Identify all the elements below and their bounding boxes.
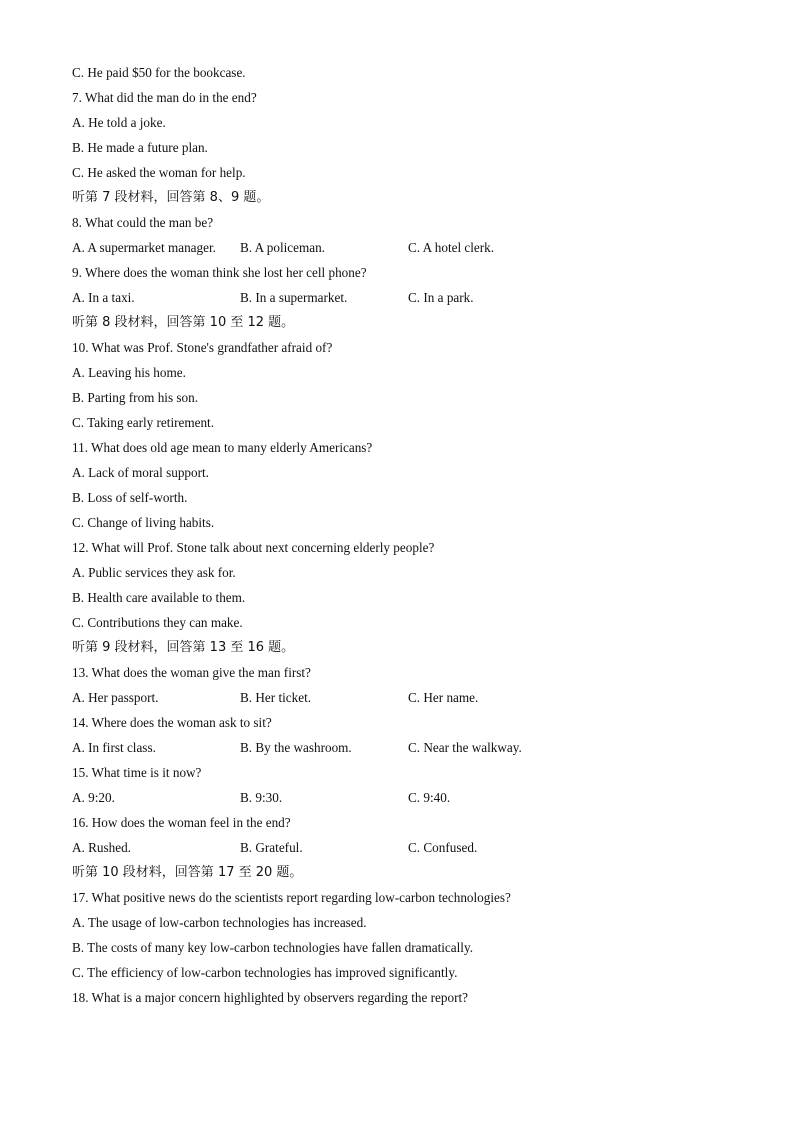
- q12-option-a: A. Public services they ask for.: [72, 565, 236, 580]
- q7-option-c: C. He asked the woman for help.: [72, 165, 246, 180]
- q10-option-b: B. Parting from his son.: [72, 390, 199, 405]
- q8-option-b: B. A policeman.: [240, 240, 325, 255]
- section-7-heading: 听第 7 段材料，回答第 8、9 题。: [72, 190, 270, 205]
- q9-option-a: A. In a taxi.: [72, 290, 135, 305]
- q11-option-a: A. Lack of moral support.: [72, 465, 209, 480]
- q17-option-a: A. The usage of low-carbon technologies has increased.: [72, 915, 367, 930]
- q13-option-a: A. Her passport.: [72, 690, 159, 705]
- q8-options: [72, 238, 752, 263]
- q15-question: 15. What time is it now?: [72, 765, 202, 780]
- q10-option-c: C. Taking early retirement.: [72, 415, 215, 430]
- q18-question: 18. What is a major concern highlighted by observers regarding the report?: [72, 990, 468, 1005]
- q15-option-b: B. 9:30.: [240, 790, 283, 805]
- q13-option-b: B. Her ticket.: [240, 690, 312, 705]
- q16-option-c: C. Confused.: [408, 840, 478, 855]
- q14-question: 14. Where does the woman ask to sit?: [72, 715, 272, 730]
- q17-option-b: B. The costs of many key low-carbon technologies have fallen dramatically.: [72, 940, 473, 955]
- q7-option-b: B. He made a future plan.: [72, 140, 208, 155]
- q9-options: [72, 288, 752, 313]
- q9-question: 9. Where does the woman think she lost her cell phone?: [72, 265, 367, 280]
- q15-option-a: A. 9:20.: [72, 790, 115, 805]
- q13-options: [72, 688, 752, 713]
- q8-option-c: C. A hotel clerk.: [408, 240, 495, 255]
- q16-question: 16. How does the woman feel in the end?: [72, 815, 291, 830]
- q11-question: 11. What does old age mean to many elderly Americans?: [72, 440, 373, 455]
- q14-options: [72, 738, 752, 763]
- q11-option-c: C. Change of living habits.: [72, 515, 215, 530]
- q12-question: 12. What will Prof. Stone talk about next concerning elderly people?: [72, 540, 435, 555]
- q15-options: [72, 788, 752, 813]
- q14-option-b: B. By the washroom.: [240, 740, 352, 755]
- q8-question: 8. What could the man be?: [72, 215, 214, 230]
- q16-option-b: B. Grateful.: [240, 840, 303, 855]
- q10-option-a: A. Leaving his home.: [72, 365, 186, 380]
- q7-question: 7. What did the man do in the end?: [72, 90, 257, 105]
- section-9-heading: 听第 9 段材料，回答第 13 至 16 题。: [72, 640, 295, 655]
- q11-option-b: B. Loss of self-worth.: [72, 490, 188, 505]
- section-10-heading: 听第 10 段材料，回答第 17 至 20 题。: [72, 865, 303, 880]
- q12-option-c: C. Contributions they can make.: [72, 615, 243, 630]
- q12-option-b: B. Health care available to them.: [72, 590, 246, 605]
- q9-option-b: B. In a supermarket.: [240, 290, 348, 305]
- q10-question: 10. What was Prof. Stone's grandfather afraid of?: [72, 340, 333, 355]
- exam-page: [72, 63, 752, 1013]
- q7-option-a: A. He told a joke.: [72, 115, 166, 130]
- section-8-heading: 听第 8 段材料，回答第 10 至 12 题。: [72, 315, 295, 330]
- q14-option-c: C. Near the walkway.: [408, 740, 522, 755]
- q9-option-c: C. In a park.: [408, 290, 474, 305]
- q13-option-c: C. Her name.: [408, 690, 479, 705]
- q15-option-c: C. 9:40.: [408, 790, 451, 805]
- q13-question: 13. What does the woman give the man first?: [72, 665, 311, 680]
- q8-option-a: A. A supermarket manager.: [72, 240, 216, 255]
- q16-option-a: A. Rushed.: [72, 840, 131, 855]
- q17-question: 17. What positive news do the scientists report regarding low-carbon technologies?: [72, 890, 511, 905]
- q16-options: [72, 838, 752, 863]
- q6-option-c: C. He paid $50 for the bookcase.: [72, 65, 246, 80]
- q17-option-c: C. The efficiency of low-carbon technologies has improved significantly.: [72, 965, 458, 980]
- q14-option-a: A. In first class.: [72, 740, 156, 755]
